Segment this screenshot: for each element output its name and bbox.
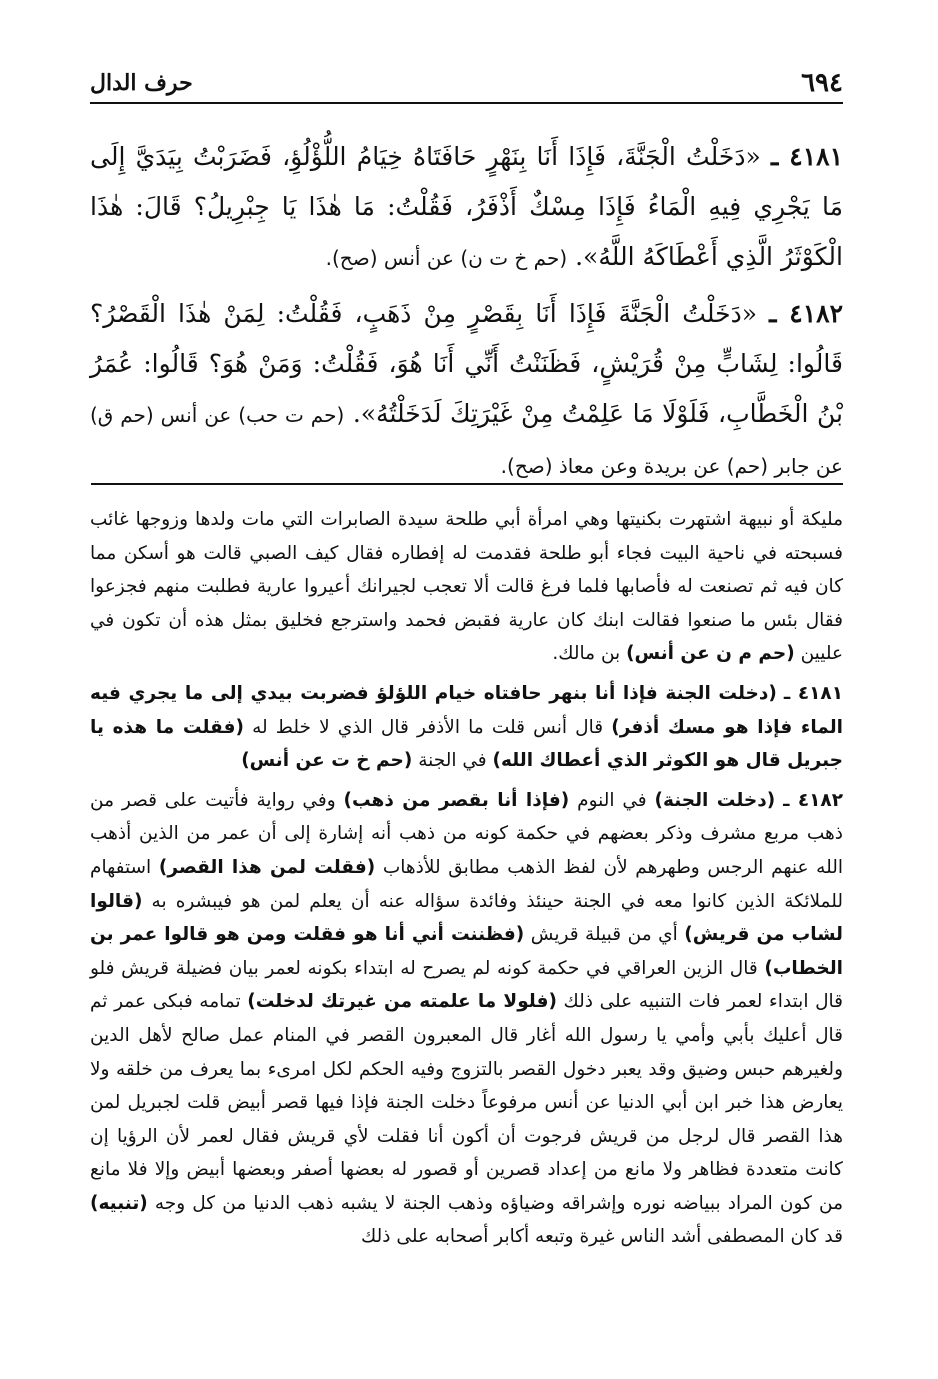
quoted-matn: (دخلت الجنة) <box>654 789 776 811</box>
hadith-reference: (حم خ ت ن) عن أنس (صح). <box>325 246 568 270</box>
commentary-text: مليكة أو نبيهة اشتهرت بكنيتها وهي امرأة أبي طلحة سيدة الصابرات التي مات ولدها وزوجها غائب فسبحته في ناحية البيت فجاء أبو طلحة فقدمت له إفطاره فقال كيف الصبي قالت هو أسكن مما كان فيه ثم تصنعت له فأصابها فلما فرغ قالت ألا تعجب لجيرانك أعيروا عارية فطلبت منهم فجزعوا فقال بئس ما صنعوا فقالت ابنك كان عارية فقبض فحمد واسترجع فخليق بمثل هذه أن تكون في عليين <box>90 509 843 665</box>
commentary-number: ٤١٨٢ ـ <box>783 789 844 811</box>
hadith-matn: «دَخَلْتُ الْجَنَّةَ، فَإِذَا أَنَا بِنَهْرٍ حَافَتَاهُ خِيَامُ اللُّؤْلُؤِ، فَضَرَبْتُ بِيَدَيَّ إِلَى مَا يَجْرِي فِيهِ الْمَاءُ فَإِذَا مِسْكٌ أَذْفَرُ، فَقُلْتُ: مَا هٰذَا يَا جِبْرِيلُ؟ قَالَ: هٰذَا الْكَوْثَرُ الَّذِي أَعْطَاكَهُ اللَّهُ». <box>90 142 843 271</box>
hadith-number: ٤١٨٢ ـ <box>769 299 843 328</box>
chapter-title: حرف الدال <box>90 70 205 96</box>
hadith-reference: (حم ت حب) عن أنس (حم ق) عن جابر (حم) عن بريدة وعن معاذ (صح). <box>90 403 843 478</box>
page-header <box>90 68 843 104</box>
commentary-section <box>90 503 843 1260</box>
hadith-4181 <box>90 132 843 283</box>
commentary-text: استفهام للملائكة الذين كانوا معه في الجنة حينئذ وفائدة سؤاله عنه أن يعلم لمن هو فيبشره به <box>90 856 843 912</box>
commentary-heading: (تنبيه) <box>90 1192 148 1214</box>
commentary-reference: (حم خ ت عن أنس) <box>241 750 413 772</box>
commentary-text: بن مالك. <box>552 643 621 665</box>
commentary-text: قال أنس قلت ما الأذفر قال الذي لا خلط له <box>252 716 604 738</box>
hadith-text <box>90 132 843 497</box>
quoted-matn: (فلولا ما علمته من غيرتك لدخلت) <box>247 991 557 1013</box>
commentary-text: تمامه فبكى عمر ثم قال أعليك بأبي وأمي يا رسول الله أغار قال المعبرون القصر في المنام عمل صالح لأهل الدين ولغيرهم حبس وضيق وقد يعبر دخول القصر بالتزوج وفيه الحكم لكل امرىء بما يعرف من خلقه ولا يعارض هذا خبر ابن أبي الدنيا عن أنس مرفوعاً دخلت الجنة فإذا فيها قصر أبيض قلت لجبريل لمن هذا القصر قال لرجل من قريش فرجوت أن أكون أنا فقلت لأي قريش فقال لعمر لأن الرؤيا إن كانت متعددة فظاهر ولا مانع من إعداد قصرين أو قصور له بعضها أصفر وبعضها أبيض وإلا فلا مانع من كون المراد ببياضه نوره وإشراقه وضياؤه وذهب الجنة لا يشبه ذهب الدنيا من كل وجه <box>90 991 843 1214</box>
hadith-4182 <box>90 289 843 491</box>
commentary-paragraph <box>90 503 843 671</box>
quoted-matn: (دخلت الجنة فإذا أنا بنهر حافتاه خيام اللؤلؤ فضربت بيدي إلى ما يجري فيه الماء فإذا هو مسك أذفر) <box>90 682 843 738</box>
quoted-matn: (فإذا أنا بقصر من ذهب) <box>343 789 570 811</box>
commentary-text: قد كان المصطفى أشد الناس غيرة وتبعه أكابر أصحابه على ذلك <box>361 1226 843 1248</box>
commentary-text: قال الزين العراقي في حكمة كونه لم يصرح له ابتداء بكونه لعمر بيان فضيلة قريش فلو قال ابتداء لعمر فات التنبيه على ذلك <box>90 957 844 1013</box>
commentary-paragraph <box>90 784 843 1254</box>
page-number: ٦٩٤ <box>789 68 843 98</box>
commentary-text: أي من قبيلة قريش <box>530 924 678 946</box>
commentary-number: ٤١٨١ ـ <box>783 682 843 704</box>
quoted-matn: (فظننت أني أنا هو فقلت ومن هو قالوا عمر بن الخطاب) <box>90 924 843 979</box>
quoted-matn: (فقلت ما هذه يا جبريل قال هو الكوثر الذي أعطاك الله) <box>90 716 843 772</box>
hadith-matn: «دَخَلْتُ الْجَنَّةَ فَإِذَا أَنَا بِقَصْرٍ مِنْ ذَهَبٍ، فَقُلْتُ: لِمَنْ هٰذَا الْقَصْرُ؟ قَالُوا: لِشَابٍّ مِنْ قُرَيْشٍ، فَظَنَنْتُ أَنِّي أَنَا هُوَ، فَقُلْتُ: وَمَنْ هُوَ؟ قَالُوا: عُمَرُ بْنُ الْخَطَّابِ، فَلَوْلَا مَا عَلِمْتُ مِنْ غَيْرَتِكَ لَدَخَلْتُهُ». <box>90 299 843 428</box>
footnote-divider <box>91 483 843 485</box>
commentary-text: في الجنة <box>418 750 487 772</box>
commentary-reference: (حم م ن عن أنس) <box>626 643 795 665</box>
quoted-matn: (قالوا لشاب من قريش) <box>90 890 843 946</box>
quoted-matn: (فقلت لمن هذا القصر) <box>158 856 376 878</box>
commentary-text: في النوم <box>577 789 647 811</box>
commentary-text: وفي رواية فأتيت على قصر من ذهب مربع مشرف وذكر بعضهم في حكمة كونه من ذهب أنه إشارة إلى أن عمر من الذين أذهب الله عنهم الرجس وطهرهم لأن لفظ الذهب مطابق للأذهاب <box>90 789 844 878</box>
commentary-paragraph <box>90 677 843 778</box>
hadith-number: ٤١٨١ ـ <box>770 142 843 171</box>
